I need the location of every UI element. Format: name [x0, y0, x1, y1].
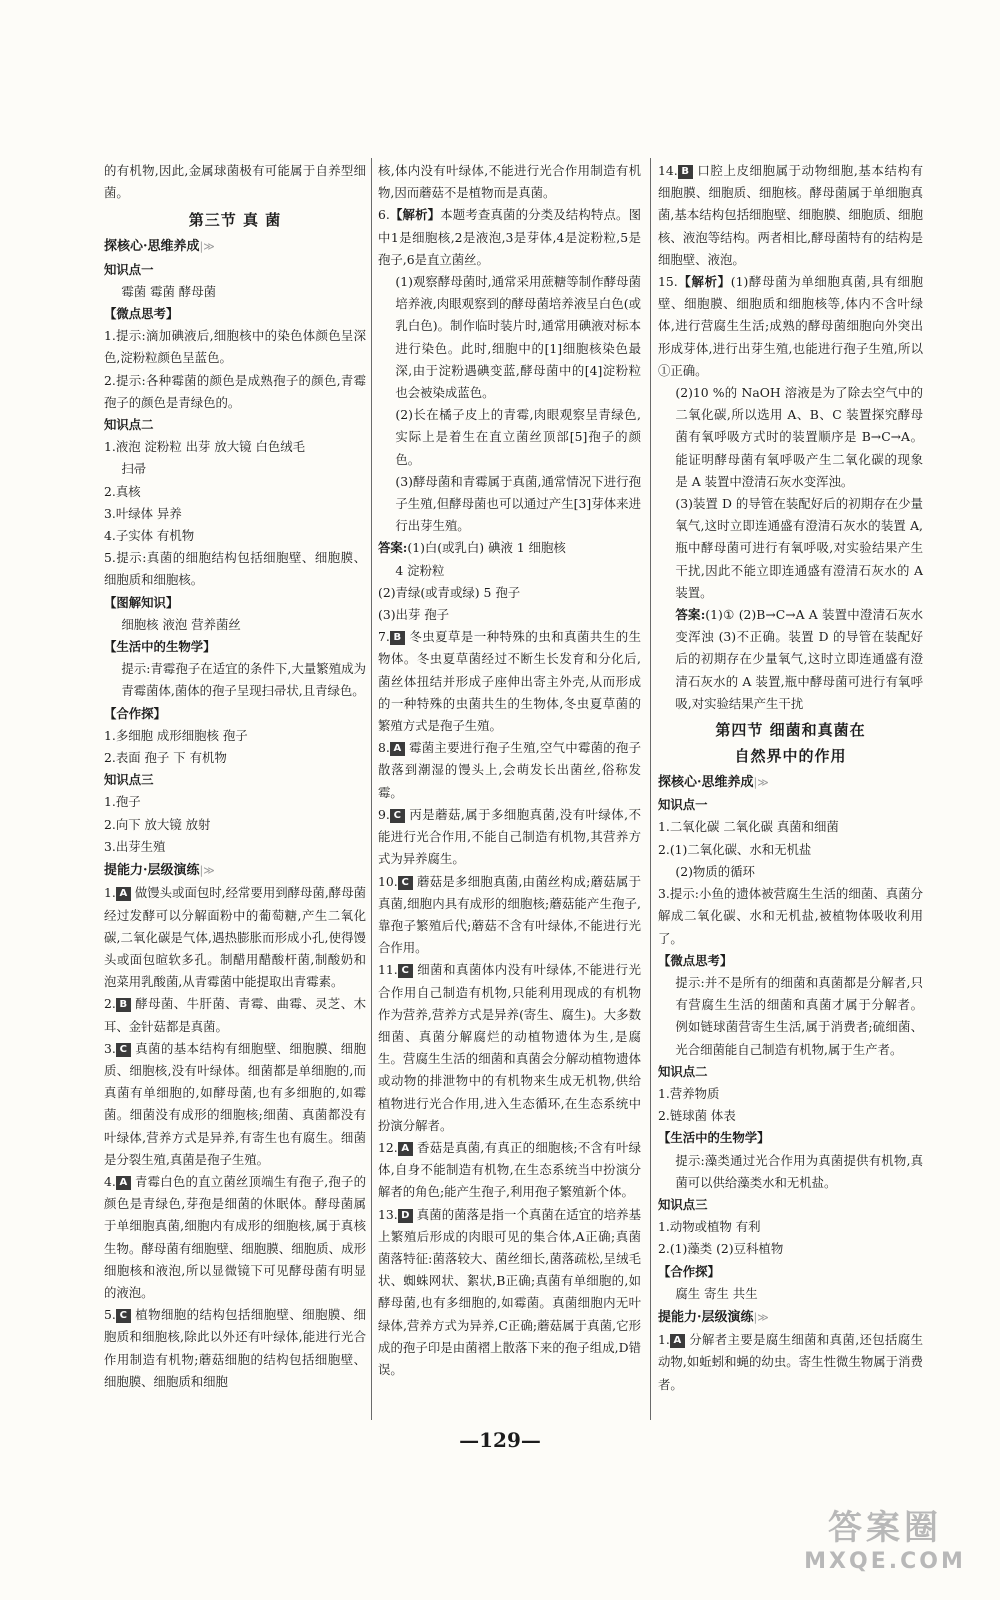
answer-line: (2)物质的循环 — [675, 863, 755, 879]
explanation: 青霉白色的直立菌丝顶端生有孢子,孢子的颜色是青绿色,芽孢是细菌的休眠体。酵母菌属于单细胞真菌,细胞内有成形的细胞核,属于真核生物。酵母菌有细胞壁、细胞膜、细胞质、成形细胞核和液泡,所以显微镜下可见酵母菌有明显的液泡。 — [104, 1173, 366, 1300]
double-chevron-icon: |≫ — [199, 864, 215, 878]
question-item — [104, 1304, 366, 1393]
question-item — [378, 204, 641, 271]
question-number: 5. — [104, 1307, 116, 1323]
question-number: 15. — [658, 274, 678, 290]
question-item — [378, 737, 641, 804]
explanation: 冬虫夏草是一种特殊的虫和真菌共生的生物体。冬虫夏草菌经过不断生长发育和分化后,菌丝体扭结并形成子座伸出寄主外壳,从而形成的一种特殊的虫菌共生的生物体,冬虫夏草菌的繁殖方式是孢子生殖。 — [378, 629, 641, 734]
answer-badge: C — [116, 1309, 131, 1323]
knowledge-point-heading: 知识点三 — [104, 772, 154, 788]
question-number: 13. — [378, 1206, 398, 1222]
answer-badge: C — [398, 876, 413, 890]
column-1 — [104, 160, 366, 1393]
question-number: 14. — [658, 163, 678, 178]
answer-line: 2.真核 — [104, 483, 141, 499]
answer-line: (1)白(或乳白) 碘液 1 细胞核 — [407, 540, 566, 556]
answer-badge: D — [398, 1209, 413, 1223]
section-title: 第四节 细菌和真菌在 — [715, 721, 866, 740]
answer-badge: C — [398, 964, 413, 978]
answer-line: 1.孢子 — [104, 794, 141, 810]
watermark-site: MXQE.COM — [804, 1549, 966, 1574]
explanation: 植物细胞的结构包括细胞壁、细胞膜、细胞质和细胞核,除此以外还有叶绿体,能进行光合作用制造有机物;蘑菇细胞的结构包括细胞壁、细胞膜、细胞质和细胞 — [104, 1307, 366, 1389]
question-item — [378, 1204, 641, 1382]
answer-badge: B — [116, 998, 131, 1012]
answer-line: 1.液泡 淀粉粒 出芽 放大镜 白色绒毛 — [104, 439, 306, 455]
explanation: 霉菌主要进行孢子生殖,空气中霉菌的孢子散落到潮湿的馒头上,会萌发长出菌丝,俗称发霉。 — [378, 740, 641, 800]
answer-line: 5.提示:真菌的细胞结构包括细胞壁、细胞膜、细胞质和细胞核。 — [104, 550, 366, 588]
answer-line: 2.表面 孢子 下 有机物 — [104, 750, 227, 766]
question-number: 10. — [378, 873, 398, 889]
question-number: 1. — [104, 885, 116, 901]
answer-line: 3.提示:小鱼的遗体被营腐生生活的细菌、真菌分解成二氧化碳、水和无机盐,被植物体吸收利用了。 — [658, 886, 923, 946]
watermark-logo — [780, 1500, 990, 1590]
explanation: 丙是蘑菇,属于多细胞真菌,没有叶绿体,不能进行光合作用,不能自己制造有机物,其营养方式为异养腐生。 — [378, 806, 641, 867]
analysis-tag: 【解析】 — [677, 274, 731, 290]
answer-line: 4.子实体 有机物 — [104, 528, 195, 544]
double-chevron-icon: |≫ — [753, 1310, 769, 1324]
question-item — [658, 1329, 923, 1396]
answer-line: 1.营养物质 — [658, 1085, 720, 1101]
answer-line: 1.二氧化碳 二氧化碳 真菌和细菌 — [658, 819, 839, 835]
section-title: 第三节 真 菌 — [188, 211, 282, 230]
explanation: (1)观察酵母菌时,通常采用蔗糖等制作酵母菌培养液,肉眼观察到的酵母菌培养液呈白色(或乳白色)。制作临时装片时,通常用碘液对标本进行染色。此时,细胞中的[1]细胞核染色最深,由于淀粉遇碘变蓝,酵母菌中的[4]淀粉粒也会被染成蓝色。 — [395, 274, 641, 401]
answer-line: 2.向下 放大镜 放射 — [104, 816, 211, 832]
answer-line: 1.动物或植物 有利 — [658, 1219, 761, 1235]
answer-line: (2)青绿(或青或绿) 5 孢子 — [378, 584, 521, 600]
answer-label: 答案: — [378, 540, 408, 556]
knowledge-point-heading: 知识点二 — [104, 417, 154, 433]
section-band — [104, 860, 366, 882]
answer-line: 细胞核 液泡 营养菌丝 — [121, 616, 241, 632]
answer-line: 扫帚 — [121, 461, 147, 477]
question-item — [658, 160, 923, 271]
band-label: 探核心·思维养成 — [104, 239, 200, 255]
question-item — [378, 959, 641, 1137]
column-divider — [371, 158, 372, 1420]
answer-line: 提示:并不是所有的细菌和真菌都是分解者,只有营腐生生活的细菌和真菌才属于分解者。例如链球菌营寄生生活,属于消费者;硫细菌、光合细菌能自己制造有机物,属于生产者。 — [675, 974, 923, 1057]
explanation: (3)酵母菌和青霉属于真菌,通常情况下进行孢子生殖,但酵母菌也可以通过产生[3]芽体来进行出芽生殖。 — [395, 473, 641, 534]
explanation: 做馒头或面包时,经常要用到酵母菌,酵母菌经过发酵可以分解面粉中的葡萄糖,产生二氧化碳,二氧化碳是气体,遇热膨胀而形成小孔,使得馒头或面包暄软多孔。制醋用醋酸杆菌,制酸奶和泡菜用乳酸菌,从青霉菌中能提取出青霉素。 — [104, 885, 366, 990]
subsection-tag: 【微点思考】 — [104, 306, 179, 322]
question-item — [378, 626, 641, 737]
question-number: 12. — [378, 1139, 398, 1155]
subsection-tag: 【合作探】 — [658, 1263, 720, 1279]
explanation: (2)长在橘子皮上的青霉,肉眼观察呈青绿色,实际上是着生在直立菌丝顶部[5]孢子的颜色。 — [395, 407, 641, 467]
explanation: 香菇是真菌,有真正的细胞核;不含有叶绿体,自身不能制造有机物,在生态系统当中扮演分解者的角色;能产生孢子,利用孢子繁殖新个体。 — [378, 1139, 641, 1200]
question-number: 9. — [378, 806, 390, 822]
subsection-tag: 【生活中的生物学】 — [658, 1130, 770, 1146]
answer-line: (1)① (2)B→C→A A 装置中澄清石灰水变浑浊 (3)不正确。装置 D 的导管在装配好后的初期存在少量氧气,这时立即连通盛有澄清石灰水的 A 装置,瓶中酵母菌可进行有氧呼吸,对实验结果产生干扰 — [675, 607, 924, 711]
subsection-tag: 【合作探】 — [104, 705, 166, 721]
question-number: 2. — [104, 996, 116, 1012]
explanation: 口腔上皮细胞属于动物细胞,基本结构有细胞膜、细胞质、细胞核。酵母菌属于单细胞真菌,基本结构包括细胞壁、细胞膜、细胞质、细胞核、液泡等结构。两者相比,酵母菌特有的结构是细胞壁、液泡。 — [658, 163, 923, 267]
section-band — [104, 236, 366, 258]
answer-badge: A — [670, 1334, 685, 1348]
answer-badge: C — [390, 809, 405, 823]
analysis-tag: 【解析】 — [389, 207, 441, 223]
answer-line: 提示:青霉孢子在适宜的条件下,大量繁殖成为青霉菌体,菌体的孢子呈现扫帚状,且青绿色。 — [121, 661, 366, 699]
answer-badge: B — [678, 165, 693, 179]
double-chevron-icon: |≫ — [753, 776, 769, 790]
question-number: 8. — [378, 740, 390, 756]
answer-badge: C — [116, 1043, 131, 1057]
knowledge-point-heading: 知识点一 — [104, 261, 154, 277]
question-item — [658, 271, 923, 382]
paragraph: 的有机物,因此,金属球菌极有可能属于自养型细菌。 — [104, 163, 366, 201]
question-item — [104, 993, 366, 1037]
answer-line: 4 淀粉粒 — [395, 562, 445, 578]
question-number: 11. — [378, 962, 398, 978]
explanation: 本题考查真菌的分类及结构特点。图中1是细胞核,2是液泡,3是芽体,4是淀粉粒,5是孢子,6是直立菌丝。 — [378, 207, 642, 267]
answer-line: 1.提示:滴加碘液后,细胞核中的染色体颜色呈深色,淀粉粒颜色呈蓝色。 — [104, 328, 366, 366]
question-item — [378, 1137, 641, 1204]
explanation: 真菌的菌落是指一个真菌在适宜的培养基上繁殖后形成的肉眼可见的集合体,A正确;真菌菌落特征:菌落较大、菌丝细长,菌落疏松,呈绒毛状、蜘蛛网状、絮状,B正确;真菌有单细胞的,如酵母菌,也有多细胞的,如霉菌。真菌细胞内无叶绿体,营养方式为异养,C正确;蘑菇属于真菌,它形成的孢子印是由菌褶上散落下来的孢子组成,D错误。 — [378, 1206, 641, 1377]
answer-line: 霉菌 霉菌 酵母菌 — [121, 283, 216, 299]
answer-line: 2.(1)藻类 (2)豆科植物 — [658, 1241, 784, 1257]
knowledge-point-heading: 知识点二 — [658, 1063, 708, 1079]
explanation: 真菌的基本结构有细胞壁、细胞膜、细胞质、细胞核,没有叶绿体。细菌都是单细胞的,而真菌有单细胞的,如酵母菌,也有多细胞的,如霉菌。细菌没有成形的细胞核;细菌、真菌都没有叶绿体,营养方式是异养,有寄生也有腐生。细菌是分裂生殖,真菌是孢子生殖。 — [104, 1040, 366, 1167]
question-number: 7. — [378, 629, 390, 645]
answer-line: 2.提示:各种霉菌的颜色是成熟孢子的颜色,青霉孢子的颜色是青绿色的。 — [104, 372, 366, 410]
section-band — [658, 772, 923, 794]
answer-badge: A — [116, 1176, 131, 1190]
knowledge-point-heading: 知识点一 — [658, 797, 708, 813]
band-label: 探核心·思维养成 — [658, 775, 754, 791]
explanation: 分解者主要是腐生细菌和真菌,还包括腐生动物,如蚯蚓和蝇的幼虫。寄生性微生物属于消费者。 — [658, 1332, 923, 1392]
column-divider — [650, 158, 651, 1420]
question-item — [378, 871, 641, 960]
column-3 — [658, 160, 923, 1396]
question-item — [378, 804, 641, 871]
explanation: (1)酵母菌为单细胞真菌,具有细胞壁、细胞膜、细胞质和细胞核等,体内不含叶绿体,进行营腐生生活;成熟的酵母菌细胞向外突出形成芽体,进行出芽生殖,也能进行孢子生殖,所以①正确。 — [658, 274, 924, 378]
answer-block — [658, 604, 923, 715]
explanation: (2)10 %的 NaOH 溶液是为了除去空气中的二氧化碳,所以选用 A、B、C 装置探究酵母菌有氧呼吸方式时的装置顺序是 B→C→A。能证明酵母菌有氧呼吸产生二氧化碳的现象是 A 装置中澄清石灰水变浑浊。 — [675, 385, 923, 489]
answer-badge: A — [116, 887, 131, 901]
question-item — [104, 882, 366, 993]
question-number: 1. — [658, 1332, 670, 1348]
explanation: 细菌和真菌体内没有叶绿体,不能进行光合作用自己制造有机物,只能利用现成的有机物作为营养,营养方式是异养(寄生、腐生)。大多数细菌、真菌分解腐烂的动植物遗体为生,是腐生。营腐生生活的细菌和真菌会分解动植物遗体或动物的排泄物中的有机物来生成无机物,供给植物进行光合作用,进入生态循环,在生态系统中扮演分解者。 — [378, 962, 641, 1133]
section-title: 自然界中的作用 — [734, 747, 847, 766]
answer-badge: A — [390, 742, 405, 756]
knowledge-point-heading: 知识点三 — [658, 1196, 708, 1212]
answer-line: 3.叶绿体 异养 — [104, 505, 182, 521]
explanation: 酵母菌、牛肝菌、青霉、曲霉、灵芝、木耳、金针菇都是真菌。 — [104, 996, 366, 1034]
answer-line: 提示:藻类通过光合作用为真菌提供有机物,真菌可以供给藻类水和无机盐。 — [675, 1152, 923, 1190]
answer-badge: A — [398, 1142, 413, 1156]
double-chevron-icon: |≫ — [199, 240, 215, 254]
answer-line: 1.多细胞 成形细胞核 孢子 — [104, 727, 248, 743]
answer-line: 2.(1)二氧化碳、水和无机盐 — [658, 841, 812, 857]
question-number: 4. — [104, 1173, 116, 1189]
answer-line: 2.链球菌 体表 — [658, 1108, 736, 1124]
question-item — [104, 1038, 366, 1171]
answer-line: 腐生 寄生 共生 — [675, 1285, 758, 1301]
paragraph: 核,体内没有叶绿体,不能进行光合作用制造有机物,因而蘑菇不是植物而是真菌。 — [378, 163, 641, 201]
subsection-tag: 【生活中的生物学】 — [104, 639, 216, 655]
band-label: 提能力·层级演练 — [658, 1309, 754, 1325]
answer-line: (3)出芽 孢子 — [378, 607, 450, 623]
watermark-title: 答案圈 — [828, 1508, 942, 1548]
question-number: 6. — [378, 207, 390, 223]
section-band — [658, 1307, 923, 1329]
explanation: 蘑菇是多细胞真菌,由菌丝构成;蘑菇属于真菌,细胞内具有成形的细胞核;蘑菇能产生孢子,靠孢子繁殖后代;蘑菇不含有叶绿体,不能进行光合作用。 — [378, 873, 641, 956]
answer-block — [378, 537, 641, 559]
subsection-tag: 【微点思考】 — [658, 952, 733, 968]
band-label: 提能力·层级演练 — [104, 863, 200, 879]
answer-line: 3.出芽生殖 — [104, 838, 166, 854]
explanation: (3)装置 D 的导管在装配好后的初期存在少量氧气,这时立即连通盛有澄清石灰水的装置 A,瓶中酵母菌可进行有氧呼吸,对实验结果产生干扰,因此不能立即连通盛有澄清石灰水的 A 装置。 — [675, 496, 923, 600]
question-number: 3. — [104, 1040, 116, 1056]
answer-badge: B — [390, 631, 405, 645]
column-2 — [378, 160, 641, 1381]
subsection-tag: 【图解知识】 — [104, 594, 179, 610]
question-item — [104, 1171, 366, 1304]
answer-label: 答案: — [675, 607, 706, 623]
page-number: —129— — [459, 1428, 541, 1452]
